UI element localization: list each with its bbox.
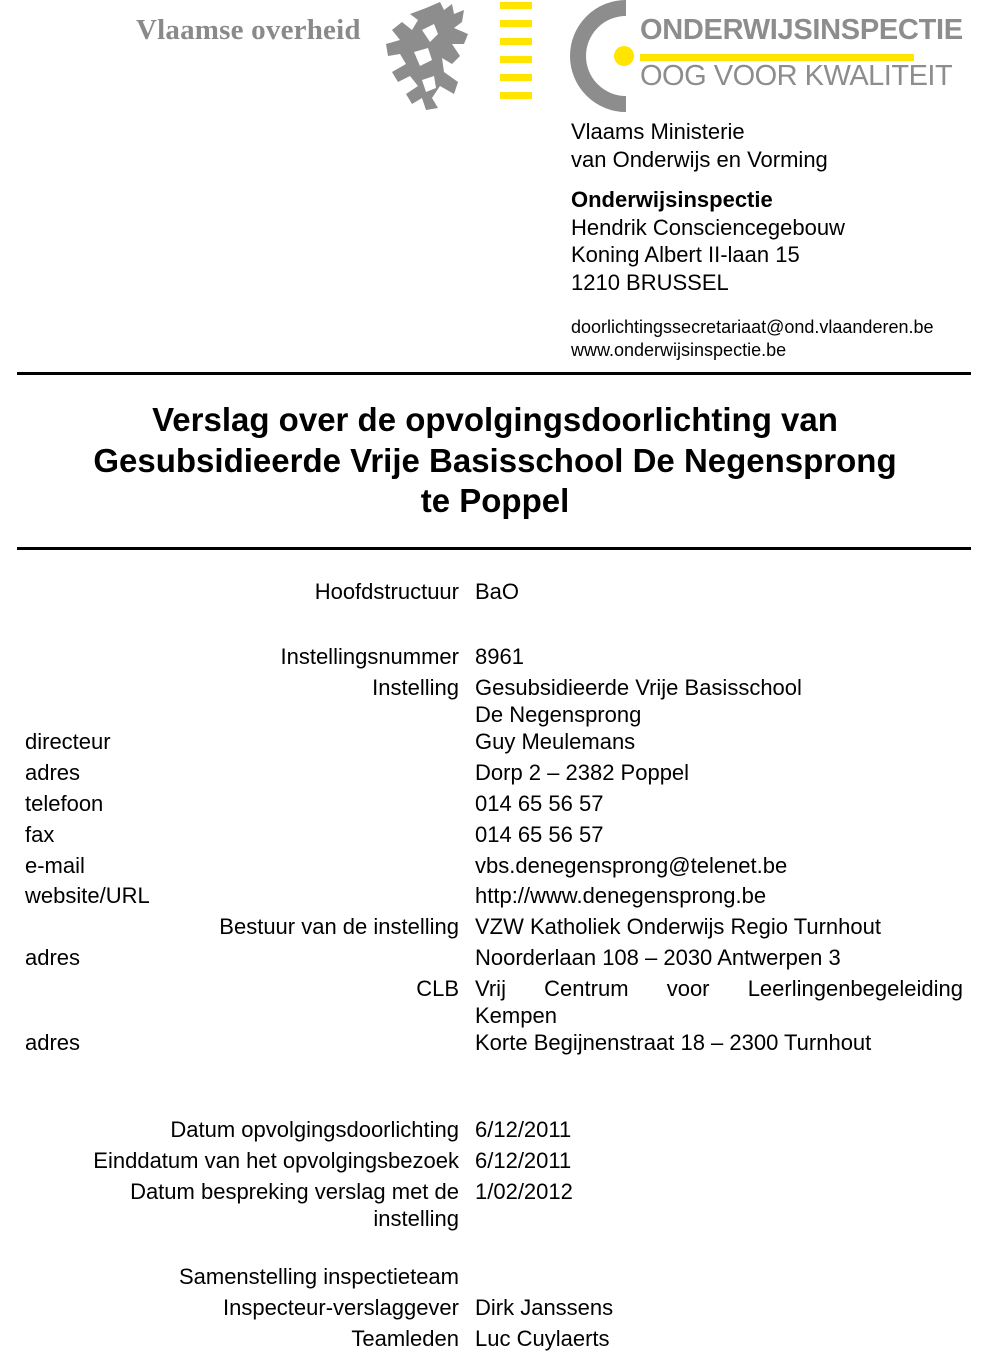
- field-row: [0, 913, 1000, 941]
- field-label: CLB: [416, 976, 459, 1001]
- clb-word: Centrum: [544, 976, 629, 1001]
- title-line: Verslag over de opvolgingsdoorlichting van: [152, 401, 838, 438]
- field-row: [0, 759, 1000, 787]
- field-row: [0, 1029, 1000, 1057]
- date-row: [0, 1205, 1000, 1233]
- institution-email-link[interactable]: vbs.denegensprong@telenet.be: [475, 853, 788, 878]
- field-label: directeur: [25, 729, 111, 754]
- field-row: [0, 674, 1000, 702]
- field-label: Inspecteur-verslaggever: [222, 1295, 459, 1320]
- field-label: Teamleden: [351, 1326, 459, 1351]
- field-label: Hoofdstructuur: [314, 579, 459, 604]
- organization-name: Onderwijsinspectie: [571, 187, 773, 212]
- city-address: 1210 BRUSSEL: [571, 269, 729, 295]
- date-row: [0, 1116, 1000, 1144]
- field-row: [0, 882, 1000, 910]
- title-line: Gesubsidieerde Vrije Basisschool De Negensprong: [93, 441, 897, 479]
- team-row: [0, 1325, 1000, 1353]
- field-row: [0, 975, 1000, 1003]
- field-value: Kempen: [475, 1003, 557, 1028]
- date-row: [0, 1178, 1000, 1206]
- field-label: e-mail: [25, 853, 85, 878]
- ministry-line: van Onderwijs en Vorming: [571, 146, 828, 172]
- field-row: [0, 578, 1000, 606]
- field-value: 1/02/2012: [475, 1179, 573, 1204]
- clb-word: Vrij: [475, 976, 506, 1001]
- field-label: telefoon: [25, 791, 104, 816]
- institution-website-link[interactable]: http://www.denegensprong.be: [475, 883, 767, 908]
- title-line: te Poppel: [420, 482, 570, 519]
- clb-word: voor: [666, 976, 710, 1001]
- field-label: adres: [25, 1030, 81, 1055]
- field-row: [0, 821, 1000, 849]
- onderwijsinspectie-logo-title: ONDERWIJSINSPECTIE: [640, 14, 963, 46]
- team-row: [0, 1263, 1000, 1291]
- field-row: [0, 944, 1000, 972]
- team-heading: Samenstelling inspectieteam: [178, 1264, 459, 1289]
- field-row: [0, 790, 1000, 818]
- field-value: De Negensprong: [475, 702, 642, 727]
- contact-website-link[interactable]: www.onderwijsinspectie.be: [571, 340, 787, 360]
- field-row: [0, 728, 1000, 756]
- field-label: Einddatum van het opvolgingsbezoek: [93, 1148, 459, 1173]
- field-label: Instelling: [372, 675, 459, 700]
- field-value: Dorp 2 – 2382 Poppel: [475, 760, 690, 785]
- field-value: Luc Cuylaerts: [475, 1326, 610, 1351]
- clb-word: Leerlingenbegeleiding: [747, 976, 963, 1001]
- field-label: website/URL: [25, 883, 150, 908]
- field-label: fax: [25, 822, 55, 847]
- field-value: 6/12/2011: [475, 1117, 572, 1142]
- field-value: 014 65 56 57: [475, 822, 604, 847]
- field-row: [0, 852, 1000, 880]
- onderwijsinspectie-logo-subtitle: OOG VOOR KWALITEIT: [640, 60, 953, 92]
- field-value: [475, 975, 963, 1003]
- field-value: Gesubsidieerde Vrije Basisschool: [475, 675, 802, 700]
- field-row: [0, 701, 1000, 729]
- field-value: Noorderlaan 108 – 2030 Antwerpen 3: [475, 945, 841, 970]
- team-row: [0, 1294, 1000, 1322]
- field-value: BaO: [475, 579, 520, 604]
- field-value: VZW Katholiek Onderwijs Regio Turnhout: [475, 914, 881, 939]
- field-value: Guy Meulemans: [475, 729, 636, 754]
- building-name: Hendrik Consciencegebouw: [571, 214, 845, 240]
- field-row: [0, 1002, 1000, 1030]
- ministry-line: Vlaams Ministerie: [571, 119, 745, 144]
- field-label: adres: [25, 760, 81, 785]
- field-value: 014 65 56 57: [475, 791, 604, 816]
- field-value: Korte Begijnenstraat 18 – 2300 Turnhout: [475, 1030, 872, 1055]
- field-label: Bestuur van de instelling: [219, 914, 459, 939]
- street-address: Koning Albert II-laan 15: [571, 242, 800, 267]
- field-label: instelling: [373, 1206, 459, 1231]
- field-label: Instellingsnummer: [280, 644, 459, 669]
- field-label: Datum opvolgingsdoorlichting: [170, 1117, 459, 1142]
- field-row: [0, 643, 1000, 671]
- field-label: Datum bespreking verslag met de: [130, 1179, 459, 1204]
- field-value: 6/12/2011: [475, 1148, 572, 1173]
- field-value: 8961: [475, 644, 524, 669]
- contact-email-link[interactable]: doorlichtingssecretariaat@ond.vlaanderen.be: [571, 317, 934, 337]
- date-row: [0, 1147, 1000, 1175]
- field-value: Dirk Janssens: [475, 1295, 614, 1320]
- field-label: adres: [25, 945, 81, 970]
- vlaamse-overheid-logo-text: Vlaamse overheid: [136, 14, 361, 46]
